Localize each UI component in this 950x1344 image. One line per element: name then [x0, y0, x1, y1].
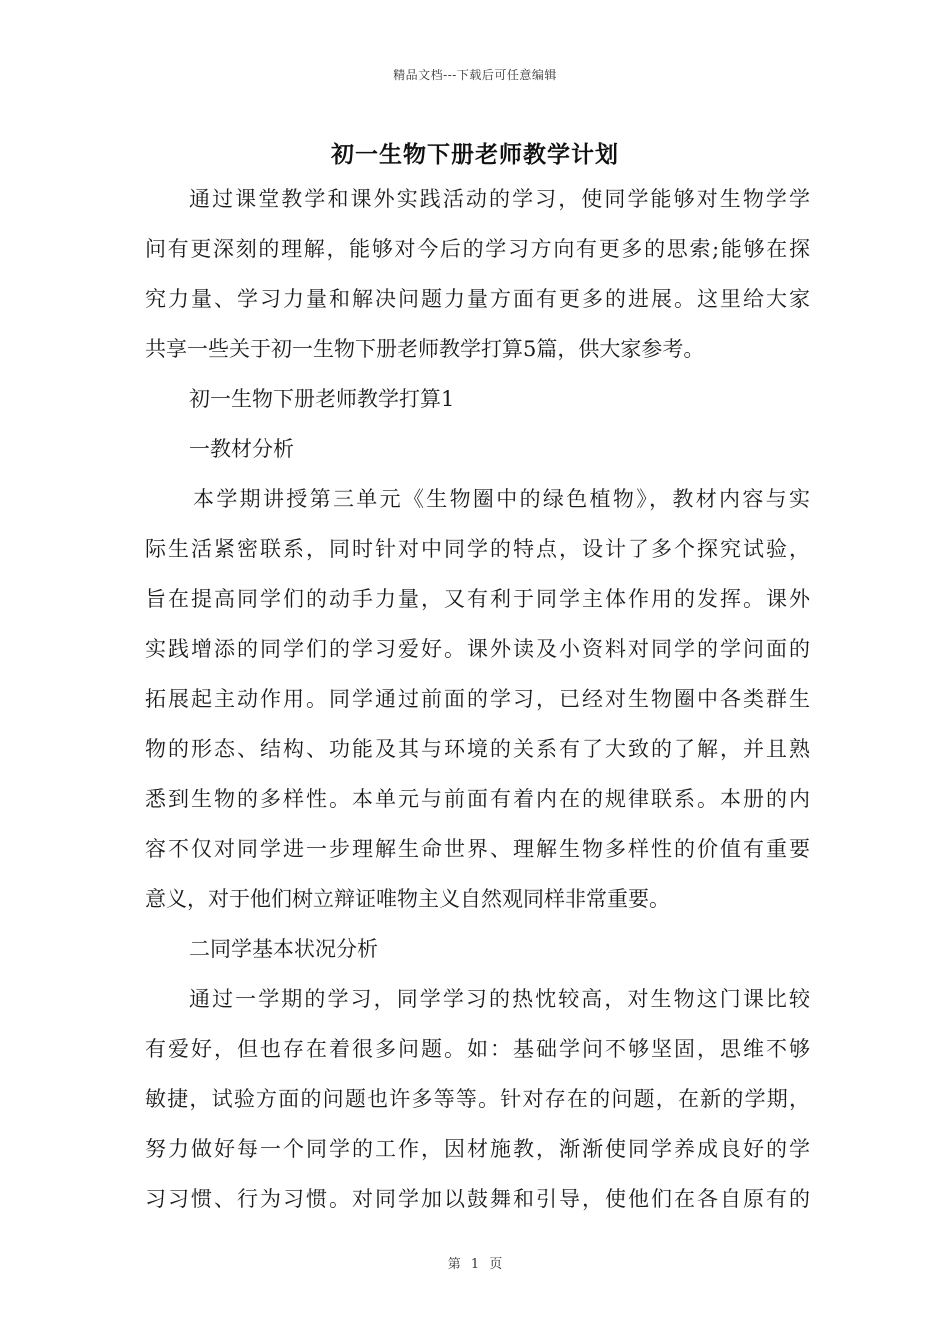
paragraph-line: 究力量、学习力量和解决问题力量方面有更多的进展。这里给大家	[145, 287, 810, 311]
page-number-prefix: 第	[447, 1257, 461, 1272]
document-title: 初一生物下册老师教学计划	[331, 141, 619, 168]
page-number-suffix: 页	[489, 1257, 503, 1272]
page-header: 精品文档---下载后可任意编辑	[393, 68, 557, 82]
paragraph-line: 际生活紧密联系，同时针对中同学的特点，设计了多个探究试验，	[145, 537, 810, 561]
paragraph-line: 有爱好，但也存在着很多问题。如：基础学问不够坚固，思维不够	[145, 1037, 810, 1061]
paragraph-line: 敏捷，试验方面的问题也许多等等。针对存在的问题，在新的学期，	[145, 1087, 810, 1111]
paragraph-line: 物的形态、结构、功能及其与环境的关系有了大致的了解，并且熟	[145, 737, 810, 761]
section-heading: 二同学基本状况分析	[189, 937, 378, 961]
paragraph-line: 实践增添的同学们的学习爱好。课外读及小资料对同学的学问面的	[145, 637, 810, 661]
paragraph-line: 容不仅对同学进一步理解生命世界、理解生物多样性的价值有重要	[145, 837, 810, 861]
paragraph-line: 意义，对于他们树立辩证唯物主义自然观同样非常重要。	[145, 887, 670, 911]
paragraph-line: 通过课堂教学和课外实践活动的学习，使同学能够对生物学学	[189, 187, 810, 211]
section-heading: 初一生物下册老师教学打算1	[189, 387, 455, 411]
paragraph-line: 悉到生物的多样性。本单元与前面有着内在的规律联系。本册的内	[145, 787, 810, 811]
page-number: 1	[470, 1257, 480, 1272]
paragraph-line: 努力做好每一个同学的工作，因材施教，渐渐使同学养成良好的学	[145, 1137, 810, 1161]
paragraph-line: 旨在提高同学们的动手力量，又有利于同学主体作用的发挥。课外	[145, 587, 810, 611]
section-heading: 一教材分析	[189, 437, 294, 461]
paragraph-line: 通过一学期的学习，同学学习的热忱较高，对生物这门课比较	[189, 987, 810, 1011]
document-body	[145, 174, 810, 1224]
paragraph-line: 共享一些关于初一生物下册老师教学打算5篇，供大家参考。	[145, 337, 705, 361]
paragraph-line: 问有更深刻的理解，能够对今后的学习方向有更多的思索;能够在探	[145, 237, 810, 261]
paragraph-line: 习习惯、行为习惯。对同学加以鼓舞和引导，使他们在各自原有的	[145, 1187, 810, 1211]
paragraph-line: 拓展起主动作用。同学通过前面的学习，已经对生物圈中各类群生	[145, 687, 810, 711]
page-footer	[0, 1253, 950, 1272]
paragraph-line: 本学期讲授第三单元《生物圈中的绿色植物》，教材内容与实	[193, 487, 810, 511]
